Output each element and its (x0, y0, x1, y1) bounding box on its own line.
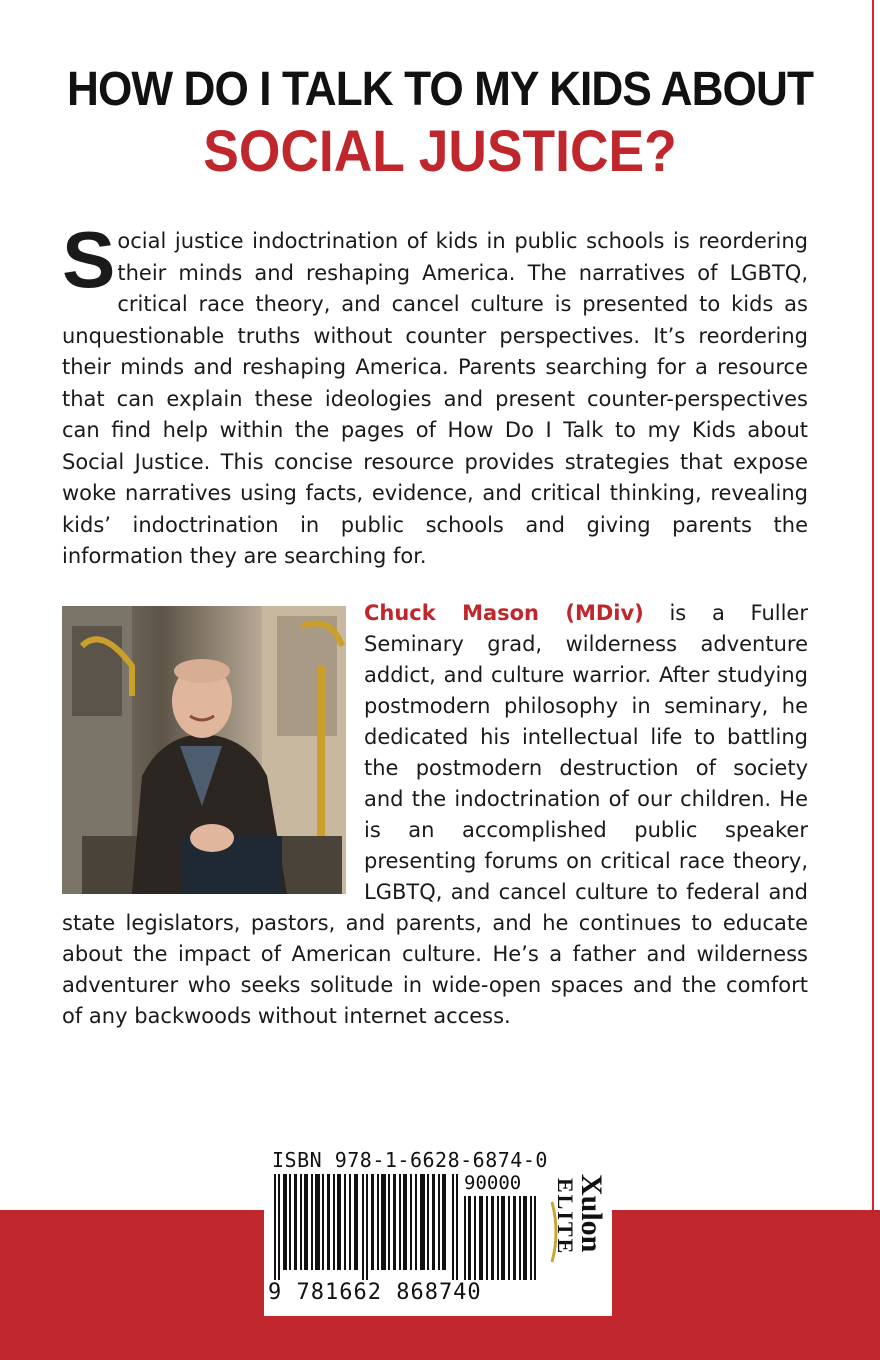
title-line-1: HOW DO I TALK TO MY KIDS ABOUT (66, 63, 814, 116)
barcode-block (264, 1148, 612, 1316)
author-photo (62, 606, 346, 894)
title-line-2: SOCIAL JUSTICE? (203, 119, 677, 184)
isbn-text: ISBN 978-1-6628-6874-0 (272, 1148, 548, 1172)
description-text: ocial justice indoctrination of kids in public schools is reordering their minds and reshaping America. The narratives of LGBTQ, critical race theory, and cancel culture is presented to kids as unquestionable truths without counter perspectives. It’s reordering their minds and reshaping America. Parents searching for a resource that can explain these ideologies and present counter-perspectives can find help within the pages of How Do I Talk to my Kids about Social Justice. This concise resource provides strategies that expose woke narratives using facts, evidence, and critical thinking, revealing kids’ indoctrination in public schools and giving parents the information they are searching for. (62, 229, 808, 568)
publisher-logo-top: Xulon (575, 1174, 608, 1253)
author-name: Chuck Mason (MDiv) (364, 601, 644, 625)
book-description (62, 215, 808, 573)
price-barcode (464, 1196, 536, 1280)
publisher-logo-bottom: ELITE (553, 1178, 578, 1256)
author-bio (62, 598, 808, 1032)
isbn-barcode (274, 1174, 458, 1280)
price-code: 90000 (464, 1172, 522, 1194)
right-edge-line (872, 0, 874, 1210)
barcode-digits: 9 781662 868740 (268, 1280, 482, 1305)
drop-cap: S (62, 215, 116, 304)
author-bio-text: is a Fuller Seminary grad, wilderness adventure addict, and culture warrior. After studying postmodern philosophy in seminary, he dedicated his intellectual life to battling the postmodern destruction of society and the indoctrination of our children. He is an accomplished public speaker presenting forums on critical race theory, LGBTQ, and cancel culture to federal and state legislators, pastors, and parents, and he continues to educate about the impact of American culture. He’s a father and wilderness adventurer who seeks solitude in wide-open spaces and the comfort of any backwoods without internet access. (62, 601, 808, 1028)
publisher-logo (546, 1172, 608, 1282)
